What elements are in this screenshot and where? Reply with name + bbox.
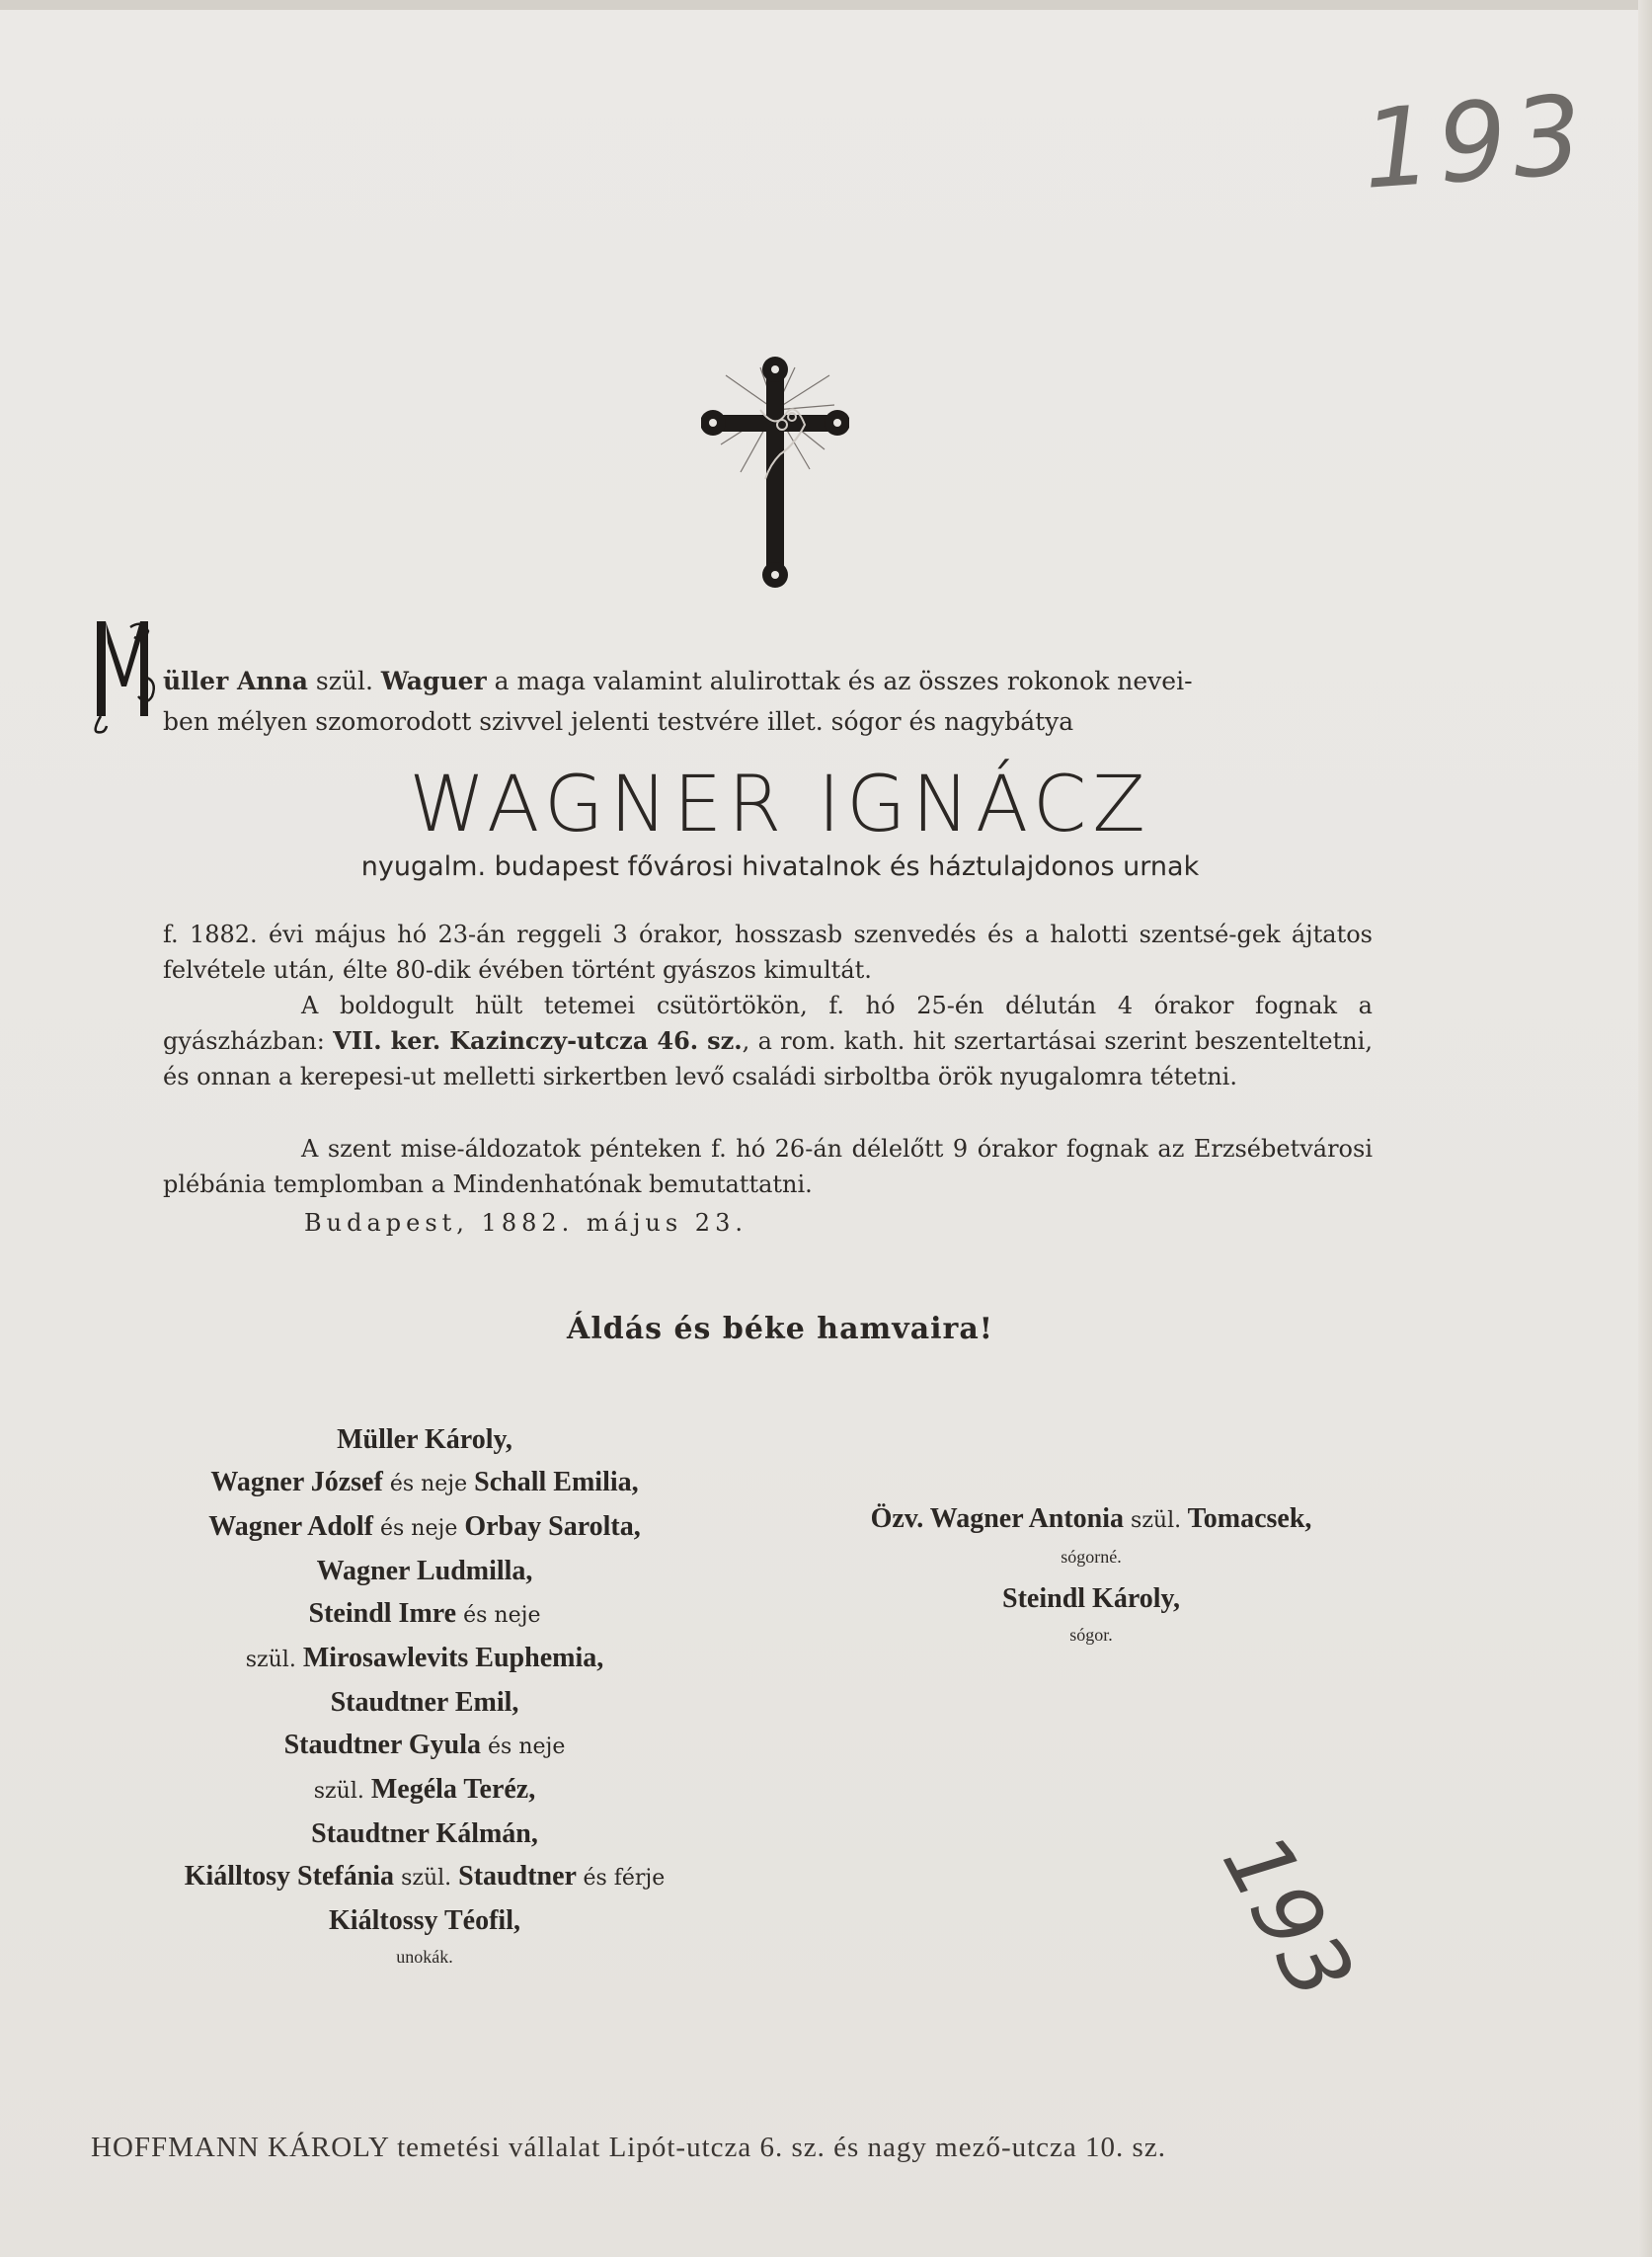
paragraph-death: f. 1882. évi május hó 23-án reggeli 3 órakor, hosszasb szenvedés és a halotti szentsé-gek ájtatos felvétele után, élte 80-dik évében történt gyászos kimultát.: [163, 921, 1373, 984]
deceased-name: WAGNER IGNÁCZ: [409, 761, 1151, 849]
paragraph-mass: A szent mise-áldozatok pénteken f. hó 26-án délelőtt 9 órakor fognak az Erzsébetvárosi plébánia templomban a Mindenhatónak bemutattatni.: [163, 1135, 1373, 1198]
signer-line: Kiáltossy Téofil,: [329, 1905, 520, 1936]
cross-icon: [701, 356, 849, 588]
signer-line: Staudtner Kálmán,: [311, 1818, 538, 1849]
signer-line: Kiálltosy Stefánia szül. Staudtner és férje: [184, 1861, 666, 1892]
funeral-text-b: , a rom. kath. hit szertartásai szerint beszenteltetni, és onnan a kerepesi-ut melletti sirkertben levő családi sirboltba örök nyugalomra tétetni.: [163, 1027, 1373, 1090]
sister-name: üller Anna: [163, 667, 308, 695]
maiden-name: Waguer: [380, 667, 487, 695]
signer-line: Wagner Adolf és neje Orbay Sarolta,: [208, 1511, 641, 1542]
page-edge-top: [0, 0, 1652, 10]
signers-right: [780, 1497, 1402, 1650]
signer-role-brother-in-law: sógor.: [1069, 1625, 1113, 1645]
signer-line: szül. Mirosawlevits Euphemia,: [245, 1643, 604, 1673]
signer-line: Wagner József és neje Schall Emilia,: [210, 1467, 639, 1497]
funeral-text-a: A boldogult hült tetemei csütörtökön, f. hó 25-én délután 4 órakor fognak a gyászházban:: [163, 992, 1373, 1055]
signer-line: Steindl Imre és neje: [308, 1598, 541, 1629]
signer-line: szül. Megéla Teréz,: [313, 1774, 536, 1805]
born-label: szül.: [315, 667, 373, 695]
paragraph-funeral: [163, 988, 1373, 1094]
signer-role-grandchildren: unokák.: [396, 1947, 453, 1967]
signer-line: Steindl Károly,: [1002, 1583, 1180, 1614]
signer-role-sister-in-law: sógorné.: [1061, 1547, 1122, 1567]
signer-line: Özv. Wagner Antonia szül. Tomacsek,: [870, 1503, 1312, 1534]
page-edge-right: [1638, 0, 1652, 2257]
signer-line: Wagner Ludmilla,: [316, 1556, 533, 1586]
handwritten-number-bottom: 193: [1202, 1817, 1374, 2016]
decorative-initial-m: [91, 617, 160, 734]
intro-line-2: ben mélyen szomorodott szivvel jelenti testvére illet. sógor és nagybátya: [163, 707, 1074, 736]
deceased-title: nyugalm. budapest fővárosi hivatalnok és háztulajdonos urnak: [360, 851, 1200, 882]
handwritten-number-top: 193: [1358, 71, 1593, 213]
place-date: Budapest, 1882. május 23.: [304, 1209, 747, 1237]
signer-line: Müller Károly,: [337, 1424, 512, 1455]
funeral-address: VII. ker. Kazinczy-utcza 46. sz.: [333, 1026, 743, 1055]
signers-left: [109, 1418, 741, 1972]
signer-line: Staudtner Emil,: [330, 1687, 519, 1718]
printer-footer: HOFFMANN KÁROLY temetési vállalat Lipót-utcza 6. sz. és nagy mező-utcza 10. sz.: [91, 2132, 1166, 2163]
intro-line-1: [163, 664, 1373, 699]
signer-line: Staudtner Gyula és neje: [283, 1730, 566, 1760]
blessing-line: Áldás és béke hamvaira!: [567, 1312, 993, 1346]
intro-text: a maga valamint alulirottak és az összes rokonok nevei-: [494, 667, 1193, 695]
